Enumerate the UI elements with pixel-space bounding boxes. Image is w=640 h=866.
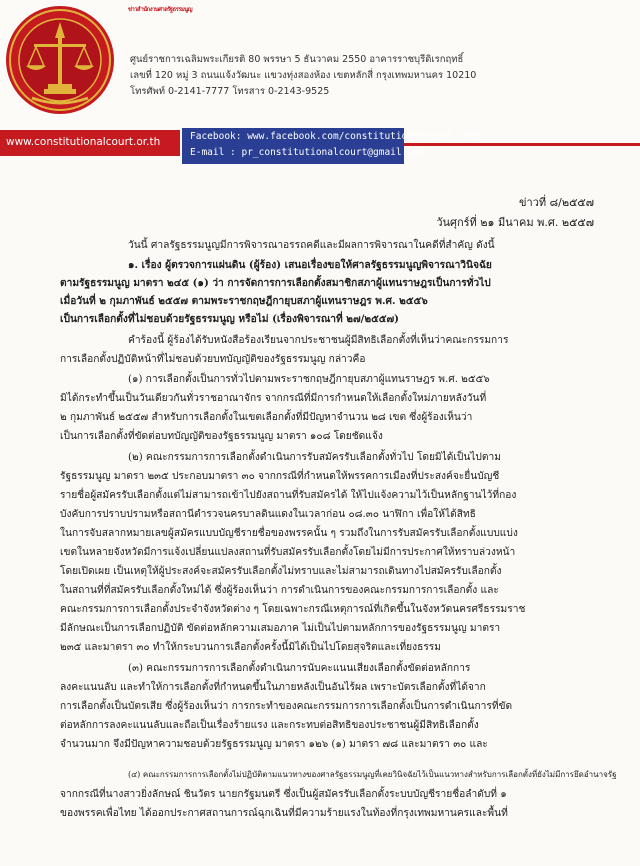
address-line: ศูนย์ราชการเฉลิมพระเกียรติ 80 พรรษา 5 ธันวาคม 2550 อาคารราชบุรีดิเรกฤทธิ์: [130, 54, 464, 65]
body-line: เป็นการเลือกตั้งที่ขัดต่อบทบัญญัติของรัฐธรรมนูญ มาตรา ๑๐๘ โดยชัดแจ้ง: [60, 431, 383, 442]
body-line: การเลือกตั้งปฏิบัติหน้าที่ไม่ชอบด้วยบทบัญญัติของรัฐธรรมนูญ กล่าวคือ: [60, 354, 366, 365]
organization-name: ข่าวสำนักงานศาลรัฐธรรมนูญ: [128, 7, 193, 13]
body-line: ๒ กุมภาพันธ์ ๒๕๕๗ สำหรับการเลือกตั้งในเขตเลือกตั้งที่มีปัญหาจำนวน ๒๘ เขต ซึ่งผู้ร้องเห็นว่า: [60, 412, 473, 423]
body-line: ในการจับสลากหมายเลขผู้สมัครแบบบัญชีรายชื่อของพรรคนั้น ๆ รวมถึงในการรับสมัครรับเลือกตั้งแบบแบ่ง: [60, 528, 518, 539]
contact-phone-line: โทรศัพท์ 0-2141-7777 โทรสาร 0-2143-9525: [130, 86, 330, 97]
body-line: (๔) คณะกรรมการการเลือกตั้งไม่ปฏิบัติตามแนวทางของศาลรัฐธรรมนูญที่เคยวินิจฉัยไว้เป็นแนวทางสำหรับการเลือกตั้งที่ยังไม่มีการยึดอำนาจรัฐ: [128, 770, 617, 779]
body-line: มีลักษณะเป็นการเลือกปฏิบัติ ขัดต่อหลักความเสมอภาค ไม่เป็นไปตามหลักการของรัฐธรรมนูญ มาตรา: [60, 623, 501, 634]
header-rule: [404, 143, 640, 146]
body-line: จากกรณีที่นางสาวยิ่งลักษณ์ ชินวัตร นายกรัฐมนตรี ซึ่งเป็นผู้สมัครรับเลือกตั้งระบบบัญชีรายชื่อลำดับที่ ๑: [60, 789, 507, 800]
body-line: (๒) คณะกรรมการการเลือกตั้งดำเนินการรับสมัครรับเลือกตั้งทั่วไป โดยมิได้เป็นไปตาม: [128, 452, 501, 463]
body-line: รายชื่อผู้สมัครรับเลือกตั้งแต่ไม่สามารถเข้าไปยังสถานที่รับสมัครได้ ให้ไปแจ้งความไว้เป็นหลักฐานไว้ที่กอง: [60, 490, 517, 501]
body-line: ลงคะแนนลับ และทำให้การเลือกตั้งที่กำหนดขึ้นในภายหลังเป็นอันไร้ผล เพราะบัตรเลือกตั้งที่ได้จาก: [60, 682, 486, 693]
body-line: (๑) การเลือกตั้งเป็นการทั่วไปตามพระราชกฤษฎีกายุบสภาผู้แทนราษฎร พ.ศ. ๒๕๕๖: [128, 374, 490, 385]
body-line: ของพรรคเพื่อไทย ได้ออกประกาศสถานการณ์ฉุกเฉินที่มีความร้ายแรงในท้องที่กรุงเทพมหานครและพื้นที่: [60, 808, 508, 819]
address-line: เลขที่ 120 หมู่ 3 ถนนแจ้งวัฒนะ แขวงทุ่งสองห้อง เขตหลักสี่ กรุงเทพมหานคร 10210: [130, 70, 477, 81]
website-link[interactable]: www.constitutionalcourt.or.th: [6, 136, 161, 148]
case-title-line: ๑. เรื่อง ผู้ตรวจการแผ่นดิน (ผู้ร้อง) เสนอเรื่องขอให้ศาลรัฐธรรมนูญพิจารณาวินิจฉัย: [128, 259, 492, 271]
body-line: (๓) คณะกรรมการการเลือกตั้งดำเนินการนับคะแนนเสียงเลือกตั้งขัดต่อหลักการ: [128, 663, 471, 674]
body-line: รัฐธรรมนูญ มาตรา ๒๓๕ ประกอบมาตรา ๓๐ จากกรณีที่กำหนดให้พรรคการเมืองที่ประสงค์จะยื่นบัญชี: [60, 471, 500, 482]
body-line: มิได้กระทำขึ้นเป็นวันเดียวกันทั่วราชอาณาจักร จากกรณีที่มีการกำหนดให้เลือกตั้งใหม่ภายหลังวันที่: [60, 393, 487, 404]
news-date: วันศุกร์ที่ ๒๑ มีนาคม พ.ศ. ๒๕๕๗: [436, 216, 594, 229]
body-line: เขตในหลายจังหวัดมีการแจ้งเปลี่ยนแปลงสถานที่รับสมัครรับเลือกตั้งโดยไม่มีการประกาศให้ทราบล่วงหน้า: [60, 547, 516, 558]
case-title-line: เมื่อวันที่ ๒ กุมภาพันธ์ ๒๕๕๗ ตามพระราชกฤษฎีกายุบสภาผู้แทนราษฎร พ.ศ. ๒๕๕๖: [60, 295, 428, 307]
letterhead: [0, 0, 640, 158]
body-line: บังคับการปราบปรามหรือสถานีตำรวจนครบาลดินแดงในเวลาก่อน ๐๘.๓๐ นาฬิกา เพื่อให้ได้สิทธิ: [60, 509, 476, 520]
facebook-link[interactable]: Facebook: www.facebook.com/constitutionalcourt.thai: [190, 131, 482, 142]
court-emblem-icon: [4, 4, 116, 116]
intro-line: วันนี้ ศาลรัฐธรรมนูญมีการพิจารณาอรรถคดีและมีผลการพิจารณาในคดีที่สำคัญ ดังนี้: [128, 240, 495, 251]
case-title-line: เป็นการเลือกตั้งที่ไม่ชอบด้วยรัฐธรรมนูญ หรือไม่ (เรื่องพิจารณาที่ ๒๗/๒๕๕๗): [60, 313, 399, 325]
body-line: การเลือกตั้งเป็นบัตรเสีย ซึ่งผู้ร้องเห็นว่า การกระทำของคณะกรรมการการเลือกตั้งเป็นการดำเนินการที่ขัด: [60, 701, 513, 712]
body-line: คณะกรรมการการเลือกตั้งประจำจังหวัดต่าง ๆ โดยเฉพาะกรณีเหตุการณ์ที่เกิดขึ้นในจังหวัดนครศรีธรรมราช: [60, 604, 526, 615]
news-number: ข่าวที่ ๘/๒๕๕๗: [519, 196, 594, 209]
email-link[interactable]: E-mail : pr_constitutionalcourt@gmail.com: [190, 147, 425, 158]
body-line: ต่อหลักการลงคะแนนลับและถือเป็นเรื่องร้ายแรง และกระทบต่อสิทธิของประชาชนผู้มีสิทธิเลือกตั้ง: [60, 720, 479, 731]
body-line: โดยเปิดเผย เป็นเหตุให้ผู้ประสงค์จะสมัครรับเลือกตั้งไม่ทราบและไม่สามารถเดินทางไปสมัครรับเลือกตั้ง: [60, 566, 502, 577]
body-line: ๒๓๕ และมาตรา ๓๐ ทำให้กระบวนการเลือกตั้งครั้งนี้มิได้เป็นไปโดยสุจริตและเที่ยงธรรม: [60, 642, 441, 653]
case-title-line: ตามรัฐธรรมนูญ มาตรา ๒๔๕ (๑) ว่า การจัดการการเลือกตั้งสมาชิกสภาผู้แทนราษฎรเป็นการทั่วไป: [60, 277, 491, 289]
body-line: ในสถานที่ที่สมัครรับเลือกตั้งใหม่ได้ ซึ่งผู้ร้องเห็นว่า การดำเนินการของคณะกรรมการการเลือกตั้ง และ: [60, 585, 499, 596]
body-line: คำร้องนี้ ผู้ร้องได้รับหนังสือร้องเรียนจากประชาชนผู้มีสิทธิเลือกตั้งที่เห็นว่าคณะกรรมการ: [128, 335, 509, 346]
body-line: จำนวนมาก จึงมีปัญหาความชอบด้วยรัฐธรรมนูญ มาตรา ๑๒๖ (๑) มาตรา ๗๘ และมาตรา ๓๐ และ: [60, 739, 488, 750]
